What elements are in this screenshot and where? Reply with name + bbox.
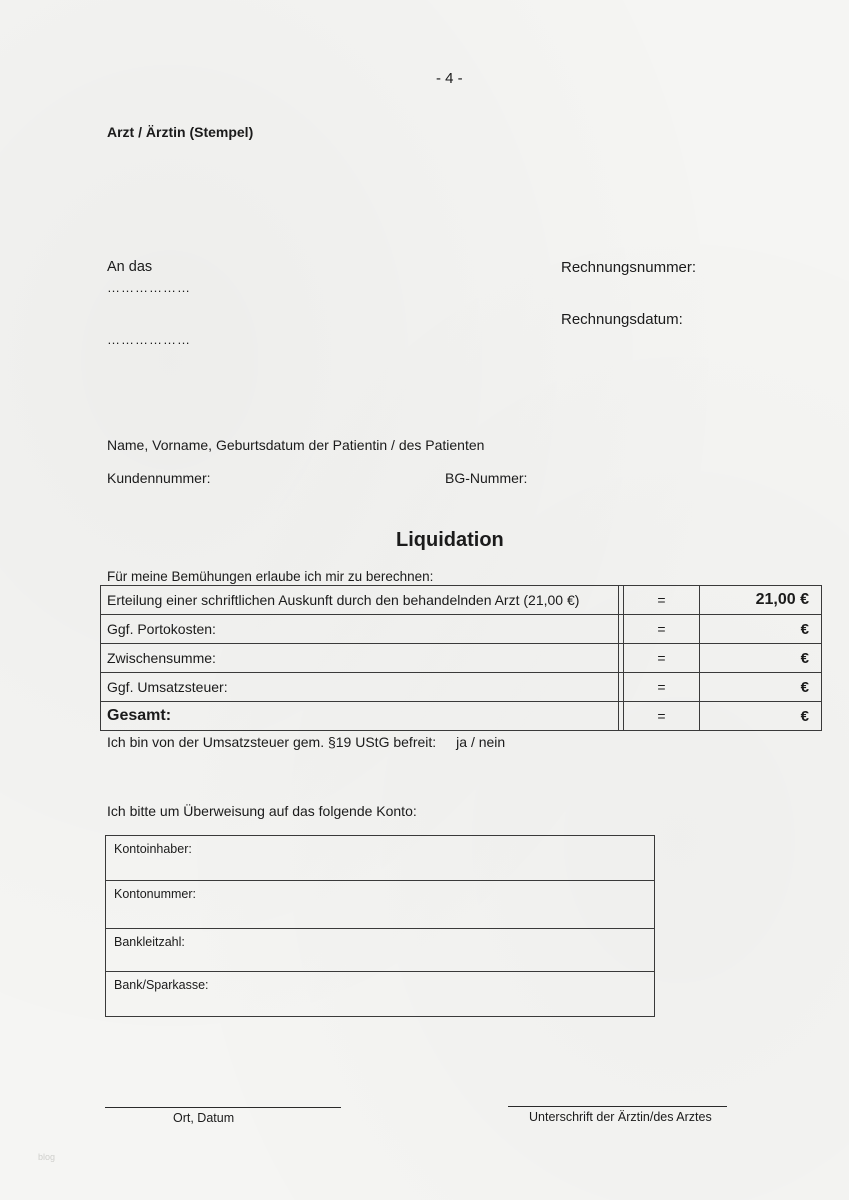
row-amount: € (700, 673, 822, 702)
recipient-line-1: ……………… (107, 280, 191, 295)
row-equals: = (624, 644, 700, 673)
invoice-number-label: Rechnungsnummer: (561, 259, 697, 276)
vat-exemption-options: ja / nein (456, 734, 506, 750)
table-row (106, 836, 655, 881)
row-equals: = (624, 702, 700, 731)
vat-exemption (107, 734, 505, 750)
table-row (101, 673, 822, 702)
intro-text: Für meine Bemühungen erlaube ich mir zu berechnen: (107, 569, 434, 584)
row-amount: € (700, 615, 822, 644)
bank-details-table (105, 835, 655, 1017)
signature-label: Unterschrift der Ärztin/des Arztes (529, 1110, 712, 1124)
row-amount: € (700, 644, 822, 673)
place-date-label: Ort, Datum (173, 1111, 235, 1125)
liquidation-table (100, 585, 822, 731)
table-row (101, 615, 822, 644)
vat-exemption-text: Ich bin von der Umsatzsteuer gem. §19 UStG befreit: (107, 734, 437, 750)
document-title: Liquidation (396, 529, 504, 551)
table-row (106, 929, 655, 972)
stamp-label: Arzt / Ärztin (Stempel) (107, 124, 254, 140)
place-date-line (105, 1107, 341, 1108)
bank-code-field: Bankleitzahl: (106, 929, 655, 972)
signature-line (508, 1106, 727, 1107)
recipient-line-2: ……………… (107, 332, 191, 347)
row-equals: = (624, 586, 700, 615)
invoice-date-label: Rechnungsdatum: (561, 311, 683, 328)
row-amount: € (700, 702, 822, 731)
recipient-label: An das (107, 259, 153, 275)
row-amount: 21,00 € (700, 586, 822, 615)
page-number: - 4 - (436, 70, 463, 87)
row-label: Gesamt: (101, 702, 619, 731)
row-equals: = (624, 673, 700, 702)
account-number-field: Kontonummer: (106, 881, 655, 929)
bg-number-label: BG-Nummer: (445, 470, 528, 486)
table-row (106, 972, 655, 1017)
watermark: blog (38, 1152, 56, 1162)
row-label: Ggf. Portokosten: (101, 615, 619, 644)
customer-number-label: Kundennummer: (107, 470, 211, 486)
table-row (101, 586, 822, 615)
account-holder-field: Kontoinhaber: (106, 836, 655, 881)
row-equals: = (624, 615, 700, 644)
row-label: Ggf. Umsatzsteuer: (101, 673, 619, 702)
table-row (101, 644, 822, 673)
patient-name-label: Name, Vorname, Geburtsdatum der Patientin / des Patienten (107, 437, 485, 453)
transfer-request: Ich bitte um Überweisung auf das folgende Konto: (107, 803, 417, 819)
table-row (106, 881, 655, 929)
table-row-total (101, 702, 822, 731)
row-label: Zwischensumme: (101, 644, 619, 673)
bank-name-field: Bank/Sparkasse: (106, 972, 655, 1017)
row-label: Erteilung einer schriftlichen Auskunft durch den behandelnden Arzt (21,00 €) (101, 586, 619, 615)
